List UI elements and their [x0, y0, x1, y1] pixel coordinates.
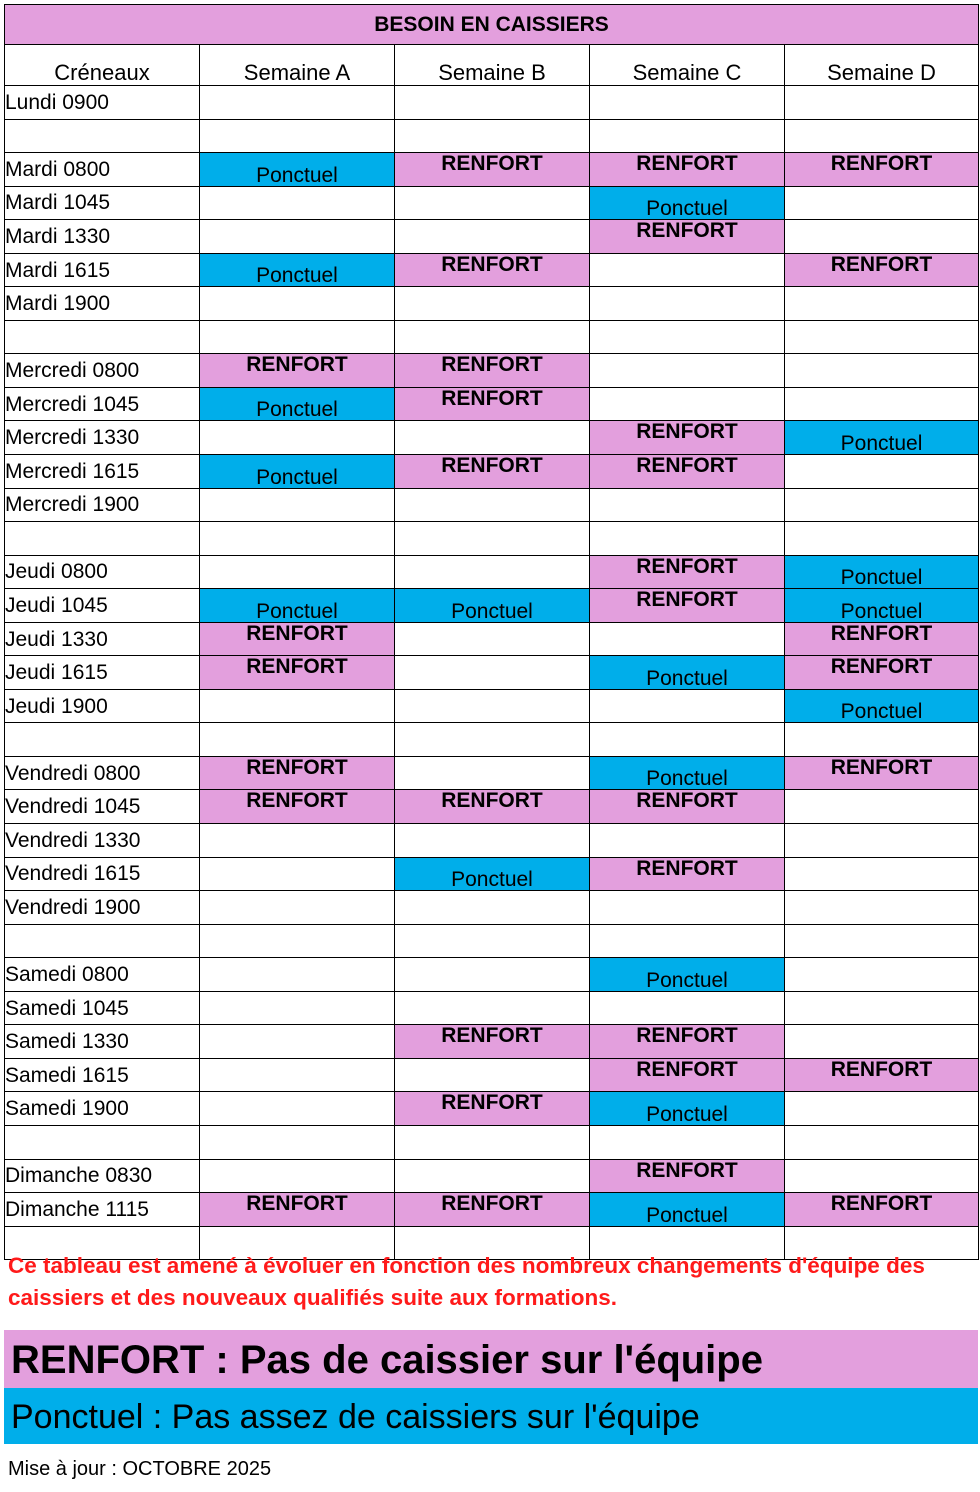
week-cell: RENFORT [200, 622, 395, 656]
week-cell: Ponctuel [590, 186, 785, 220]
update-date: Mise à jour : OCTOBRE 2025 [8, 1458, 272, 1480]
header-week-b: Semaine B [395, 45, 590, 86]
week-cell [395, 891, 590, 925]
week-cell [395, 320, 590, 354]
table-row [5, 455, 979, 489]
table-row [5, 723, 979, 757]
table-row [5, 186, 979, 220]
table-row [5, 488, 979, 522]
week-cell [785, 824, 979, 858]
week-cell: Ponctuel [200, 153, 395, 187]
week-cell: RENFORT [395, 354, 590, 388]
week-cell [590, 723, 785, 757]
week-cell: Ponctuel [590, 1193, 785, 1227]
week-cell [200, 857, 395, 891]
table-row [5, 287, 979, 321]
week-cell [200, 86, 395, 120]
title-row [5, 5, 979, 45]
table-row [5, 656, 979, 690]
slot-label: Jeudi 0800 [5, 555, 200, 589]
week-cell: Ponctuel [590, 1092, 785, 1126]
slot-label: Jeudi 1900 [5, 689, 200, 723]
slot-label: Mercredi 1045 [5, 387, 200, 421]
week-cell: Ponctuel [200, 589, 395, 623]
week-cell [590, 924, 785, 958]
week-cell [785, 1025, 979, 1059]
week-cell [590, 1125, 785, 1159]
week-cell [395, 1159, 590, 1193]
table-row [5, 320, 979, 354]
week-cell: RENFORT [200, 790, 395, 824]
week-cell [200, 1058, 395, 1092]
week-cell [395, 86, 590, 120]
week-cell [785, 287, 979, 321]
week-cell: RENFORT [590, 857, 785, 891]
table-row [5, 421, 979, 455]
week-cell [200, 119, 395, 153]
week-cell [200, 991, 395, 1025]
slot-label: Lundi 0900 [5, 86, 200, 120]
table-row [5, 1193, 979, 1227]
week-cell: Ponctuel [785, 555, 979, 589]
slot-label: Samedi 1900 [5, 1092, 200, 1126]
slot-label: Mardi 0800 [5, 153, 200, 187]
slot-label [5, 119, 200, 153]
table-row [5, 387, 979, 421]
header-slots: Créneaux [5, 45, 200, 86]
schedule-sheet [4, 4, 978, 1260]
week-cell [395, 689, 590, 723]
week-cell: RENFORT [395, 153, 590, 187]
week-cell [785, 220, 979, 254]
week-cell [200, 891, 395, 925]
week-cell: Ponctuel [785, 689, 979, 723]
slot-label: Jeudi 1330 [5, 622, 200, 656]
header-week-c: Semaine C [590, 45, 785, 86]
slot-label: Samedi 1045 [5, 991, 200, 1025]
slot-label: Samedi 0800 [5, 958, 200, 992]
week-cell [785, 354, 979, 388]
table-row [5, 1025, 979, 1059]
week-cell: Ponctuel [785, 421, 979, 455]
week-cell: Ponctuel [395, 857, 590, 891]
slot-label [5, 723, 200, 757]
week-cell: RENFORT [395, 1025, 590, 1059]
table-row [5, 991, 979, 1025]
table-row [5, 891, 979, 925]
table-row [5, 1058, 979, 1092]
week-cell: RENFORT [590, 153, 785, 187]
week-cell: RENFORT [785, 656, 979, 690]
week-cell: RENFORT [785, 153, 979, 187]
week-cell [785, 1092, 979, 1126]
week-cell: RENFORT [785, 622, 979, 656]
week-cell [590, 287, 785, 321]
week-cell [785, 488, 979, 522]
week-cell [785, 790, 979, 824]
slot-label [5, 924, 200, 958]
week-cell [395, 287, 590, 321]
week-cell [200, 958, 395, 992]
table-row [5, 1092, 979, 1126]
week-cell [395, 622, 590, 656]
week-cell [590, 622, 785, 656]
table-row [5, 522, 979, 556]
week-cell: RENFORT [590, 1058, 785, 1092]
week-cell: RENFORT [785, 253, 979, 287]
week-cell [785, 958, 979, 992]
week-cell [200, 320, 395, 354]
week-cell [590, 86, 785, 120]
week-cell: RENFORT [590, 589, 785, 623]
week-cell [590, 891, 785, 925]
week-cell: RENFORT [395, 455, 590, 489]
week-cell: RENFORT [590, 1159, 785, 1193]
slot-label: Vendredi 1330 [5, 824, 200, 858]
week-cell: RENFORT [590, 1025, 785, 1059]
table-row [5, 153, 979, 187]
slot-label: Jeudi 1045 [5, 589, 200, 623]
slot-label: Mercredi 1330 [5, 421, 200, 455]
week-cell: RENFORT [395, 253, 590, 287]
cashier-needs-table [4, 4, 979, 1260]
slot-label: Mardi 1330 [5, 220, 200, 254]
week-cell [590, 522, 785, 556]
week-cell: RENFORT [785, 1058, 979, 1092]
week-cell: RENFORT [785, 1193, 979, 1227]
slot-label: Mercredi 1900 [5, 488, 200, 522]
week-cell: RENFORT [590, 555, 785, 589]
week-cell [200, 421, 395, 455]
header-week-d: Semaine D [785, 45, 979, 86]
week-cell [785, 522, 979, 556]
week-cell [395, 924, 590, 958]
week-cell [200, 555, 395, 589]
week-cell [200, 723, 395, 757]
slot-label: Dimanche 1115 [5, 1193, 200, 1227]
week-cell [785, 723, 979, 757]
warning-note: Ce tableau est amené à évoluer en fonction des nombreux changements d'équipe des caissiers et des nouveaux qualifiés suite aux formations. [8, 1253, 925, 1310]
table-row [5, 1125, 979, 1159]
week-cell: RENFORT [395, 1092, 590, 1126]
week-cell [200, 1125, 395, 1159]
slot-label: Mardi 1900 [5, 287, 200, 321]
week-cell [395, 756, 590, 790]
week-cell: RENFORT [395, 1193, 590, 1227]
week-cell [785, 991, 979, 1025]
table-row [5, 924, 979, 958]
week-cell [200, 1159, 395, 1193]
week-cell [785, 891, 979, 925]
table-row [5, 689, 979, 723]
week-cell [200, 287, 395, 321]
week-cell [785, 1159, 979, 1193]
week-cell [590, 119, 785, 153]
table-row [5, 555, 979, 589]
legend-renfort: RENFORT : Pas de caissier sur l'équipe [4, 1330, 978, 1388]
week-cell [200, 1025, 395, 1059]
week-cell: RENFORT [200, 756, 395, 790]
slot-label [5, 522, 200, 556]
slot-label: Vendredi 0800 [5, 756, 200, 790]
week-cell [395, 119, 590, 153]
week-cell [395, 723, 590, 757]
week-cell: Ponctuel [395, 589, 590, 623]
table-row [5, 756, 979, 790]
slot-label: Vendredi 1900 [5, 891, 200, 925]
week-cell: Ponctuel [590, 958, 785, 992]
week-cell: RENFORT [785, 756, 979, 790]
week-cell [200, 1092, 395, 1126]
table-row [5, 220, 979, 254]
slot-label [5, 320, 200, 354]
week-cell [590, 991, 785, 1025]
table-row [5, 857, 979, 891]
week-cell [395, 421, 590, 455]
week-cell [785, 455, 979, 489]
week-cell [785, 186, 979, 220]
week-cell: RENFORT [590, 220, 785, 254]
week-cell [395, 656, 590, 690]
week-cell [200, 186, 395, 220]
week-cell [200, 824, 395, 858]
week-cell: RENFORT [200, 354, 395, 388]
week-cell [590, 354, 785, 388]
table-row [5, 958, 979, 992]
table-row [5, 253, 979, 287]
week-cell [785, 1125, 979, 1159]
week-cell [395, 1058, 590, 1092]
week-cell [200, 689, 395, 723]
week-cell [590, 488, 785, 522]
week-cell [785, 857, 979, 891]
slot-label: Vendredi 1045 [5, 790, 200, 824]
week-cell: RENFORT [395, 790, 590, 824]
week-cell [200, 488, 395, 522]
header-week-a: Semaine A [200, 45, 395, 86]
week-cell: Ponctuel [200, 455, 395, 489]
slot-label: Jeudi 1615 [5, 656, 200, 690]
slot-label: Mardi 1045 [5, 186, 200, 220]
week-cell: RENFORT [590, 421, 785, 455]
week-cell [395, 1125, 590, 1159]
week-cell: Ponctuel [590, 756, 785, 790]
week-cell [395, 555, 590, 589]
week-cell [785, 924, 979, 958]
week-cell [785, 86, 979, 120]
table-row [5, 119, 979, 153]
slot-label: Mardi 1615 [5, 253, 200, 287]
week-cell [785, 387, 979, 421]
table-row [5, 589, 979, 623]
week-cell [395, 958, 590, 992]
week-cell [590, 824, 785, 858]
slot-label: Samedi 1615 [5, 1058, 200, 1092]
week-cell [590, 253, 785, 287]
week-cell: RENFORT [200, 656, 395, 690]
week-cell: RENFORT [200, 1193, 395, 1227]
week-cell [200, 220, 395, 254]
header-row [5, 45, 979, 86]
slot-label: Dimanche 0830 [5, 1159, 200, 1193]
week-cell [395, 186, 590, 220]
slot-label [5, 1125, 200, 1159]
slot-label: Mercredi 0800 [5, 354, 200, 388]
week-cell: RENFORT [590, 455, 785, 489]
table-row [5, 86, 979, 120]
week-cell: Ponctuel [590, 656, 785, 690]
week-cell [590, 689, 785, 723]
week-cell: Ponctuel [200, 387, 395, 421]
week-cell [395, 220, 590, 254]
week-cell [395, 824, 590, 858]
slot-label: Mercredi 1615 [5, 455, 200, 489]
table-row [5, 622, 979, 656]
table-row [5, 1159, 979, 1193]
week-cell [395, 522, 590, 556]
week-cell: RENFORT [395, 387, 590, 421]
week-cell [395, 488, 590, 522]
legend-ponctuel: Ponctuel : Pas assez de caissiers sur l'équipe [4, 1388, 978, 1444]
week-cell: Ponctuel [785, 589, 979, 623]
week-cell [785, 119, 979, 153]
week-cell: RENFORT [590, 790, 785, 824]
week-cell [590, 320, 785, 354]
table-row [5, 354, 979, 388]
week-cell [200, 522, 395, 556]
table-title: BESOIN EN CAISSIERS [5, 5, 979, 45]
week-cell: Ponctuel [200, 253, 395, 287]
week-cell [590, 387, 785, 421]
table-row [5, 790, 979, 824]
slot-label: Vendredi 1615 [5, 857, 200, 891]
week-cell [785, 320, 979, 354]
slot-label: Samedi 1330 [5, 1025, 200, 1059]
table-row [5, 824, 979, 858]
week-cell [395, 991, 590, 1025]
week-cell [200, 924, 395, 958]
